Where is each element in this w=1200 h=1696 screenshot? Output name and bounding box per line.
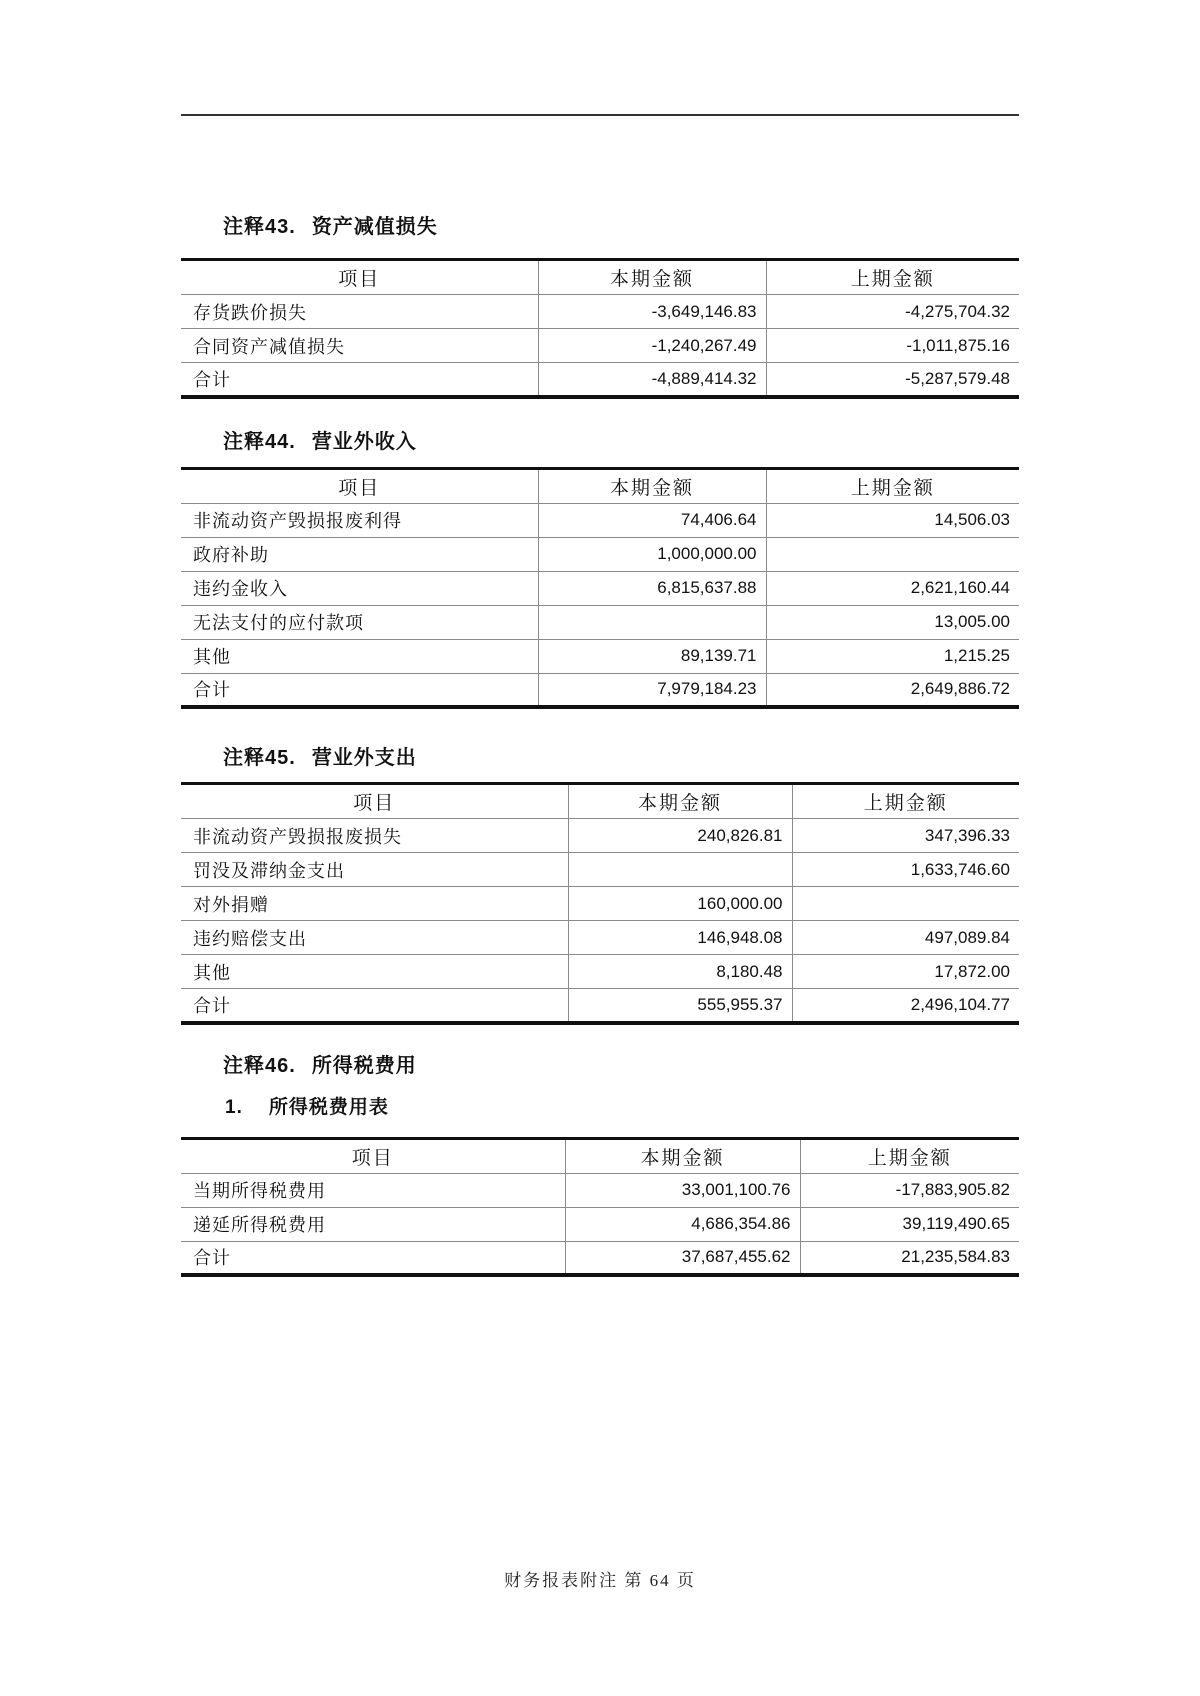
note45-title-text: 营业外支出: [311, 747, 417, 769]
row-current-amount: 6,815,637.88: [538, 571, 766, 605]
row-label: 罚没及滞纳金支出: [181, 853, 568, 887]
table-row: [181, 329, 1019, 363]
row-label: 无法支付的应付款项: [181, 605, 538, 639]
table-row: [181, 853, 1019, 887]
header-current-amount: 本期金额: [538, 468, 766, 503]
note45-title-number: 注释45.: [223, 747, 296, 769]
note46-title-number: 注释46.: [223, 1054, 296, 1077]
row-current-amount: [568, 853, 792, 887]
row-label: 非流动资产毁损报废利得: [181, 503, 538, 537]
table-body: [181, 503, 1019, 707]
row-prior-amount: 17,872.00: [792, 955, 1019, 989]
table-row: [181, 1241, 1019, 1275]
note44-title-text: 营业外收入: [311, 430, 417, 453]
page-footer: 财务报表附注 第 64 页: [504, 1571, 696, 1590]
row-label: 合计: [193, 1248, 231, 1269]
row-current-amount: 555,955.37: [568, 989, 792, 1023]
note46-title-text: 所得税费用: [311, 1054, 417, 1077]
table-asset-impairment-loss: [181, 258, 1019, 399]
note43-title: [181, 214, 1019, 240]
row-label: 对外捐赠: [181, 887, 568, 921]
row-label: 存货跌价损失: [181, 295, 538, 329]
row-prior-amount: 13,005.00: [766, 605, 1019, 639]
header-prior-amount: 上期金额: [766, 260, 1019, 295]
row-label: 违约赔偿支出: [181, 921, 568, 955]
row-label: 合同资产减值损失: [181, 329, 538, 363]
row-current-amount: 37,687,455.62: [565, 1241, 800, 1275]
row-current-amount: -1,240,267.49: [538, 329, 766, 363]
note46-subtitle-text: 所得税费用表: [268, 1096, 389, 1118]
header-item: 项目: [181, 1138, 565, 1173]
row-label: 当期所得税费用: [181, 1173, 565, 1207]
header-prior-amount: 上期金额: [766, 468, 1019, 503]
table-row: [181, 295, 1019, 329]
row-prior-amount: -5,287,579.48: [766, 363, 1019, 397]
row-label: 违约金收入: [181, 571, 538, 605]
table-row: [181, 537, 1019, 571]
row-prior-amount: 21,235,584.83: [800, 1241, 1019, 1275]
row-label: 其他: [181, 639, 538, 673]
row-current-amount: 146,948.08: [568, 921, 792, 955]
table-row: [181, 819, 1019, 853]
table-body: [181, 1173, 1019, 1275]
row-current-amount: 8,180.48: [568, 955, 792, 989]
row-prior-amount: 497,089.84: [792, 921, 1019, 955]
row-current-amount: -4,889,414.32: [538, 363, 766, 397]
row-current-amount: 74,406.64: [538, 503, 766, 537]
row-label: 合计: [193, 369, 231, 390]
table-row: [181, 605, 1019, 639]
row-prior-amount: -4,275,704.32: [766, 295, 1019, 329]
table-row: [181, 571, 1019, 605]
note45-title: [181, 745, 1019, 771]
row-current-amount: 4,686,354.86: [565, 1207, 800, 1241]
table-header-row: [181, 260, 1019, 295]
table-header-row: [181, 784, 1019, 819]
row-prior-amount: 347,396.33: [792, 819, 1019, 853]
row-prior-amount: 2,649,886.72: [766, 673, 1019, 707]
row-prior-amount: 1,215.25: [766, 639, 1019, 673]
row-prior-amount: 39,119,490.65: [800, 1207, 1019, 1241]
table-row: [181, 1173, 1019, 1207]
row-label: 其他: [181, 955, 568, 989]
row-prior-amount: -1,011,875.16: [766, 329, 1019, 363]
note46-subtitle: [181, 1095, 1019, 1121]
table-row: [181, 503, 1019, 537]
table-row: [181, 955, 1019, 989]
row-prior-amount: [792, 887, 1019, 921]
table-body: [181, 295, 1019, 397]
header-item: 项目: [181, 260, 538, 295]
header-item: 项目: [181, 784, 568, 819]
note46-subtitle-number: 1.: [225, 1096, 243, 1118]
row-label: 政府补助: [181, 537, 538, 571]
row-label: 递延所得税费用: [181, 1207, 565, 1241]
row-current-amount: -3,649,146.83: [538, 295, 766, 329]
note43-title-text: 资产减值损失: [311, 216, 438, 238]
row-label: 合计: [193, 995, 231, 1016]
row-prior-amount: 1,633,746.60: [792, 853, 1019, 887]
row-current-amount: 1,000,000.00: [538, 537, 766, 571]
row-prior-amount: [766, 537, 1019, 571]
row-label: 非流动资产毁损报废损失: [181, 819, 568, 853]
note44-title: [181, 429, 1019, 455]
table-header-row: [181, 468, 1019, 503]
note43-title-number: 注释43.: [223, 216, 296, 238]
row-prior-amount: -17,883,905.82: [800, 1173, 1019, 1207]
table-body: [181, 819, 1019, 1023]
document-content: [181, 0, 1019, 1277]
table-row: [181, 363, 1019, 397]
table-row: [181, 989, 1019, 1023]
row-current-amount: 160,000.00: [568, 887, 792, 921]
row-label: 合计: [193, 680, 231, 701]
header-current-amount: 本期金额: [538, 260, 766, 295]
row-prior-amount: 2,621,160.44: [766, 571, 1019, 605]
note44-title-number: 注释44.: [223, 430, 296, 453]
table-row: [181, 921, 1019, 955]
table-row: [181, 1207, 1019, 1241]
row-current-amount: [538, 605, 766, 639]
row-current-amount: 240,826.81: [568, 819, 792, 853]
table-row: [181, 639, 1019, 673]
note46-title: [181, 1053, 1019, 1079]
table-row: [181, 673, 1019, 707]
table-income-tax-expense: [181, 1137, 1019, 1278]
header-prior-amount: 上期金额: [792, 784, 1019, 819]
table-header-row: [181, 1138, 1019, 1173]
row-current-amount: 7,979,184.23: [538, 673, 766, 707]
row-current-amount: 89,139.71: [538, 639, 766, 673]
header-prior-amount: 上期金额: [800, 1138, 1019, 1173]
row-prior-amount: 14,506.03: [766, 503, 1019, 537]
header-current-amount: 本期金额: [568, 784, 792, 819]
header-item: 项目: [181, 468, 538, 503]
table-row: [181, 887, 1019, 921]
row-current-amount: 33,001,100.76: [565, 1173, 800, 1207]
row-prior-amount: 2,496,104.77: [792, 989, 1019, 1023]
header-current-amount: 本期金额: [565, 1138, 800, 1173]
table-non-operating-income: [181, 467, 1019, 710]
table-non-operating-expenses: [181, 782, 1019, 1025]
